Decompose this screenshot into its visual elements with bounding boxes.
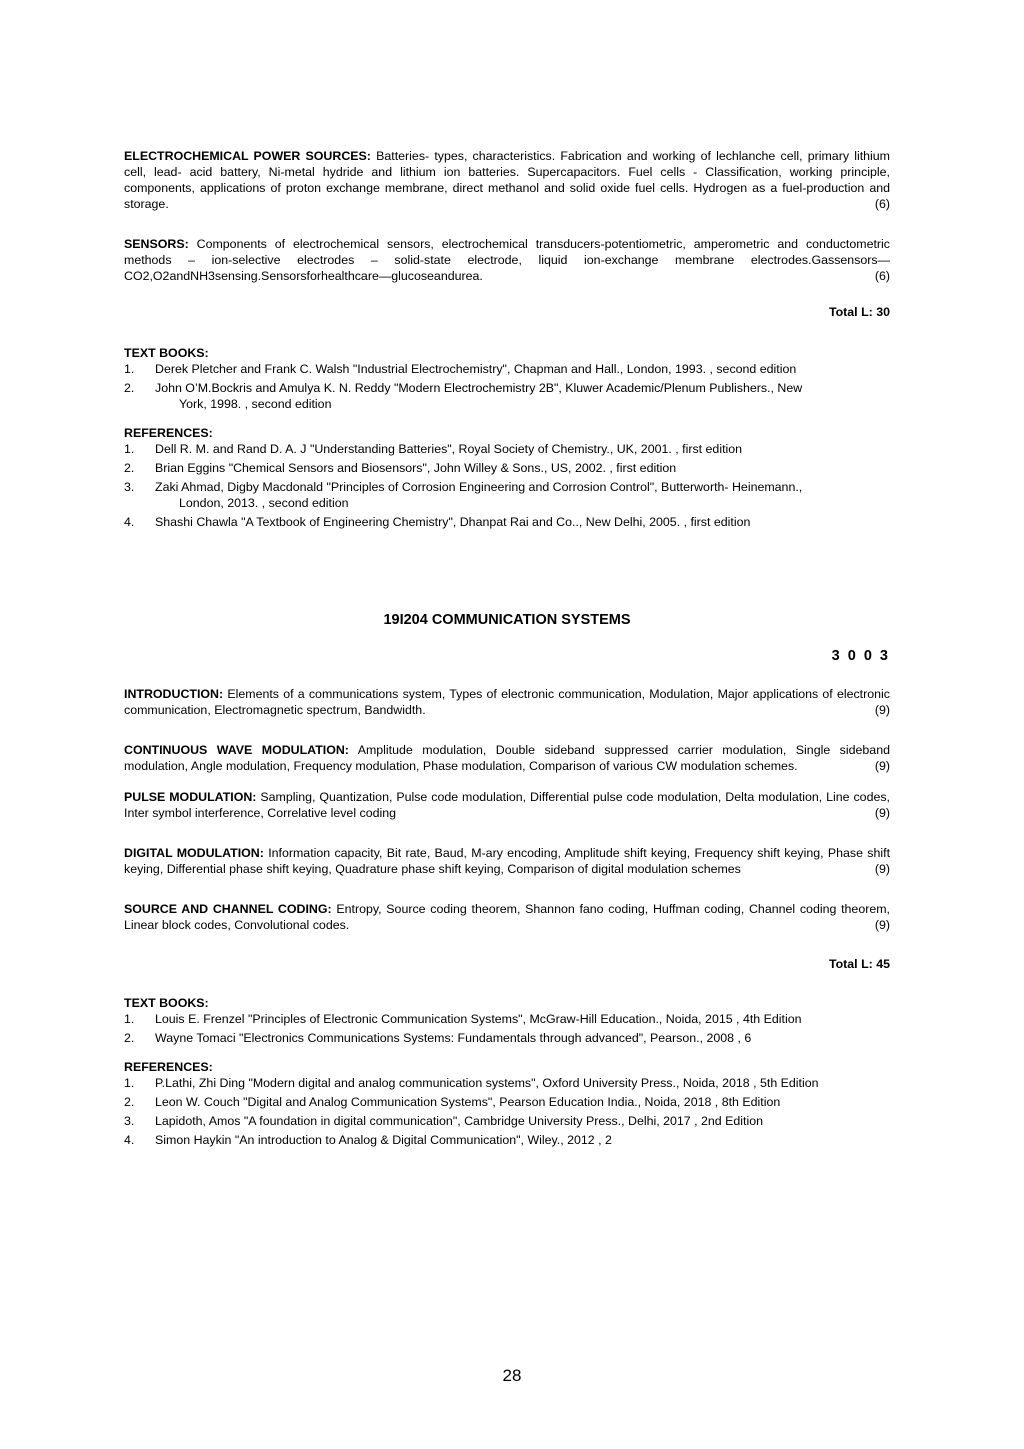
paragraph-heading: INTRODUCTION: bbox=[124, 687, 224, 701]
references-heading: REFERENCES: bbox=[124, 1060, 213, 1074]
list-item: 1. Derek Pletcher and Frank C. Walsh "Industrial Electrochemistry", Chapman and Hall., London, 1993. , second edition bbox=[124, 362, 797, 376]
paragraph-text: Entropy, Source coding theorem, Shannon fano coding, Huffman coding, Channel coding theorem, Linear block codes, Convolutional codes. bbox=[124, 902, 890, 932]
text-books-heading: TEXT BOOKS: bbox=[124, 346, 209, 360]
source-channel-coding-paragraph bbox=[124, 901, 890, 933]
paragraph-text: Batteries- types, characteristics. Fabrication and working of lechlanche cell, primary lithium cell, lead- acid battery, Ni-metal hydride and lithium ion batteries. Supercapacitors. Fuel cells - Classification, working principle, components, applications of proton exchange membrane, direct methanol and solid oxide fuel cells. Hydrogen as a fuel-production and storage. bbox=[124, 149, 890, 211]
course-credits: 3 0 0 3 bbox=[831, 648, 890, 664]
paragraph-text: Information capacity, Bit rate, Baud, M-ary encoding, Amplitude shift keying, Frequency shift keying, Phase shift keying, Differential phase shift keying, Quadrature phase shift keying, Comparison of digital modulation schemes bbox=[124, 846, 891, 876]
electrochemical-power-sources-paragraph bbox=[124, 148, 890, 212]
paragraph-text: Amplitude modulation, Double sideband suppressed carrier modulation, Single sideband modulation, Angle modulation, Frequency modulation, Phase modulation, Comparison of various CW modulation schemes. bbox=[124, 743, 890, 773]
course-title: 19I204 COMMUNICATION SYSTEMS bbox=[383, 612, 631, 628]
paragraph-heading: SOURCE AND CHANNEL CODING: bbox=[124, 902, 332, 916]
page-number: 28 bbox=[502, 1366, 522, 1385]
paragraph-heading: PULSE MODULATION: bbox=[124, 790, 257, 804]
references-list bbox=[124, 441, 890, 530]
paragraph-heading: CONTINUOUS WAVE MODULATION: bbox=[124, 743, 349, 757]
digital-modulation-paragraph bbox=[124, 845, 890, 877]
paragraph-text: Components of electrochemical sensors, electrochemical transducers-potentiometric, amperometric and conductometric methods – ion-selective electrodes – solid-state electrode, liquid ion-exchange membrane electrodes.Gassensors—CO2,O2andNH3sensing.Sensorsforhealthcare—glucoseandurea. bbox=[124, 237, 890, 283]
list-item: 4. Shashi Chawla "A Textbook of Engineering Chemistry", Dhanpat Rai and Co.., New Delhi, 2005. , first edition bbox=[124, 515, 751, 529]
references-list bbox=[124, 1075, 890, 1148]
total-hours: Total L: 30 bbox=[828, 305, 890, 319]
total-hours: Total L: 45 bbox=[828, 957, 890, 971]
list-item: 1. Dell R. M. and Rand D. A. J "Understanding Batteries", Royal Society of Chemistry., UK, 2001. , first edition bbox=[124, 442, 743, 456]
hours: (6) bbox=[874, 269, 890, 283]
paragraph-text: Elements of a communications system, Types of electronic communication, Modulation, Major applications of electronic communication, Electromagnetic spectrum, Bandwidth. bbox=[124, 687, 890, 717]
hours: (9) bbox=[874, 759, 890, 773]
text-books-list bbox=[124, 1011, 890, 1046]
hours: (9) bbox=[874, 862, 890, 876]
list-item: 3. Zaki Ahmad, Digby Macdonald "Principles of Corrosion Engineering and Corrosion Control", Butterworth- Heinemann., London, 2013. , second edition bbox=[124, 480, 803, 510]
paragraph-heading: SENSORS: bbox=[124, 237, 189, 251]
paragraph-text: Sampling, Quantization, Pulse code modulation, Differential pulse code modulation, Delta modulation, Line codes, Inter symbol interference, Correlative level coding bbox=[124, 790, 890, 820]
references-heading: REFERENCES: bbox=[124, 426, 213, 440]
paragraph-heading: DIGITAL MODULATION: bbox=[124, 846, 264, 860]
list-item: 2. Wayne Tomaci "Electronics Communications Systems: Fundamentals through advanced", Pearson., 2008 , 6 bbox=[124, 1031, 752, 1045]
list-item: 4. Simon Haykin "An introduction to Analog & Digital Communication", Wiley., 2012 , 2 bbox=[124, 1133, 612, 1147]
text-books-list bbox=[124, 361, 890, 412]
hours: (6) bbox=[874, 197, 890, 211]
hours: (9) bbox=[874, 806, 890, 820]
list-item: 1. Louis E. Frenzel "Principles of Electronic Communication Systems", McGraw-Hill Education., Noida, 2015 , 4th Edition bbox=[124, 1012, 802, 1026]
paragraph-heading: ELECTROCHEMICAL POWER SOURCES: bbox=[124, 149, 371, 163]
pulse-modulation-paragraph bbox=[124, 789, 890, 821]
hours: (9) bbox=[874, 918, 890, 932]
text-books-heading: TEXT BOOKS: bbox=[124, 996, 209, 1010]
list-item: 2. John O’M.Bockris and Amulya K. N. Reddy "Modern Electrochemistry 2B", Kluwer Academic/Plenum Publishers., New York, 1998. , second edition bbox=[124, 381, 803, 411]
list-item: 3. Lapidoth, Amos "A foundation in digital communication", Cambridge University Press., Delhi, 2017 , 2nd Edition bbox=[124, 1114, 764, 1128]
document-page bbox=[124, 146, 890, 1151]
continuous-wave-paragraph bbox=[124, 742, 890, 774]
introduction-paragraph bbox=[124, 686, 890, 718]
sensors-paragraph bbox=[124, 236, 890, 284]
hours: (9) bbox=[874, 703, 890, 717]
list-item: 1. P.Lathi, Zhi Ding "Modern digital and analog communication systems", Oxford University Press., Noida, 2018 , 5th Edition bbox=[124, 1076, 819, 1090]
list-item: 2. Leon W. Couch "Digital and Analog Communication Systems", Pearson Education India., Noida, 2018 , 8th Edition bbox=[124, 1095, 781, 1109]
list-item: 2. Brian Eggins "Chemical Sensors and Biosensors", John Willey & Sons., US, 2002. , first edition bbox=[124, 461, 677, 475]
